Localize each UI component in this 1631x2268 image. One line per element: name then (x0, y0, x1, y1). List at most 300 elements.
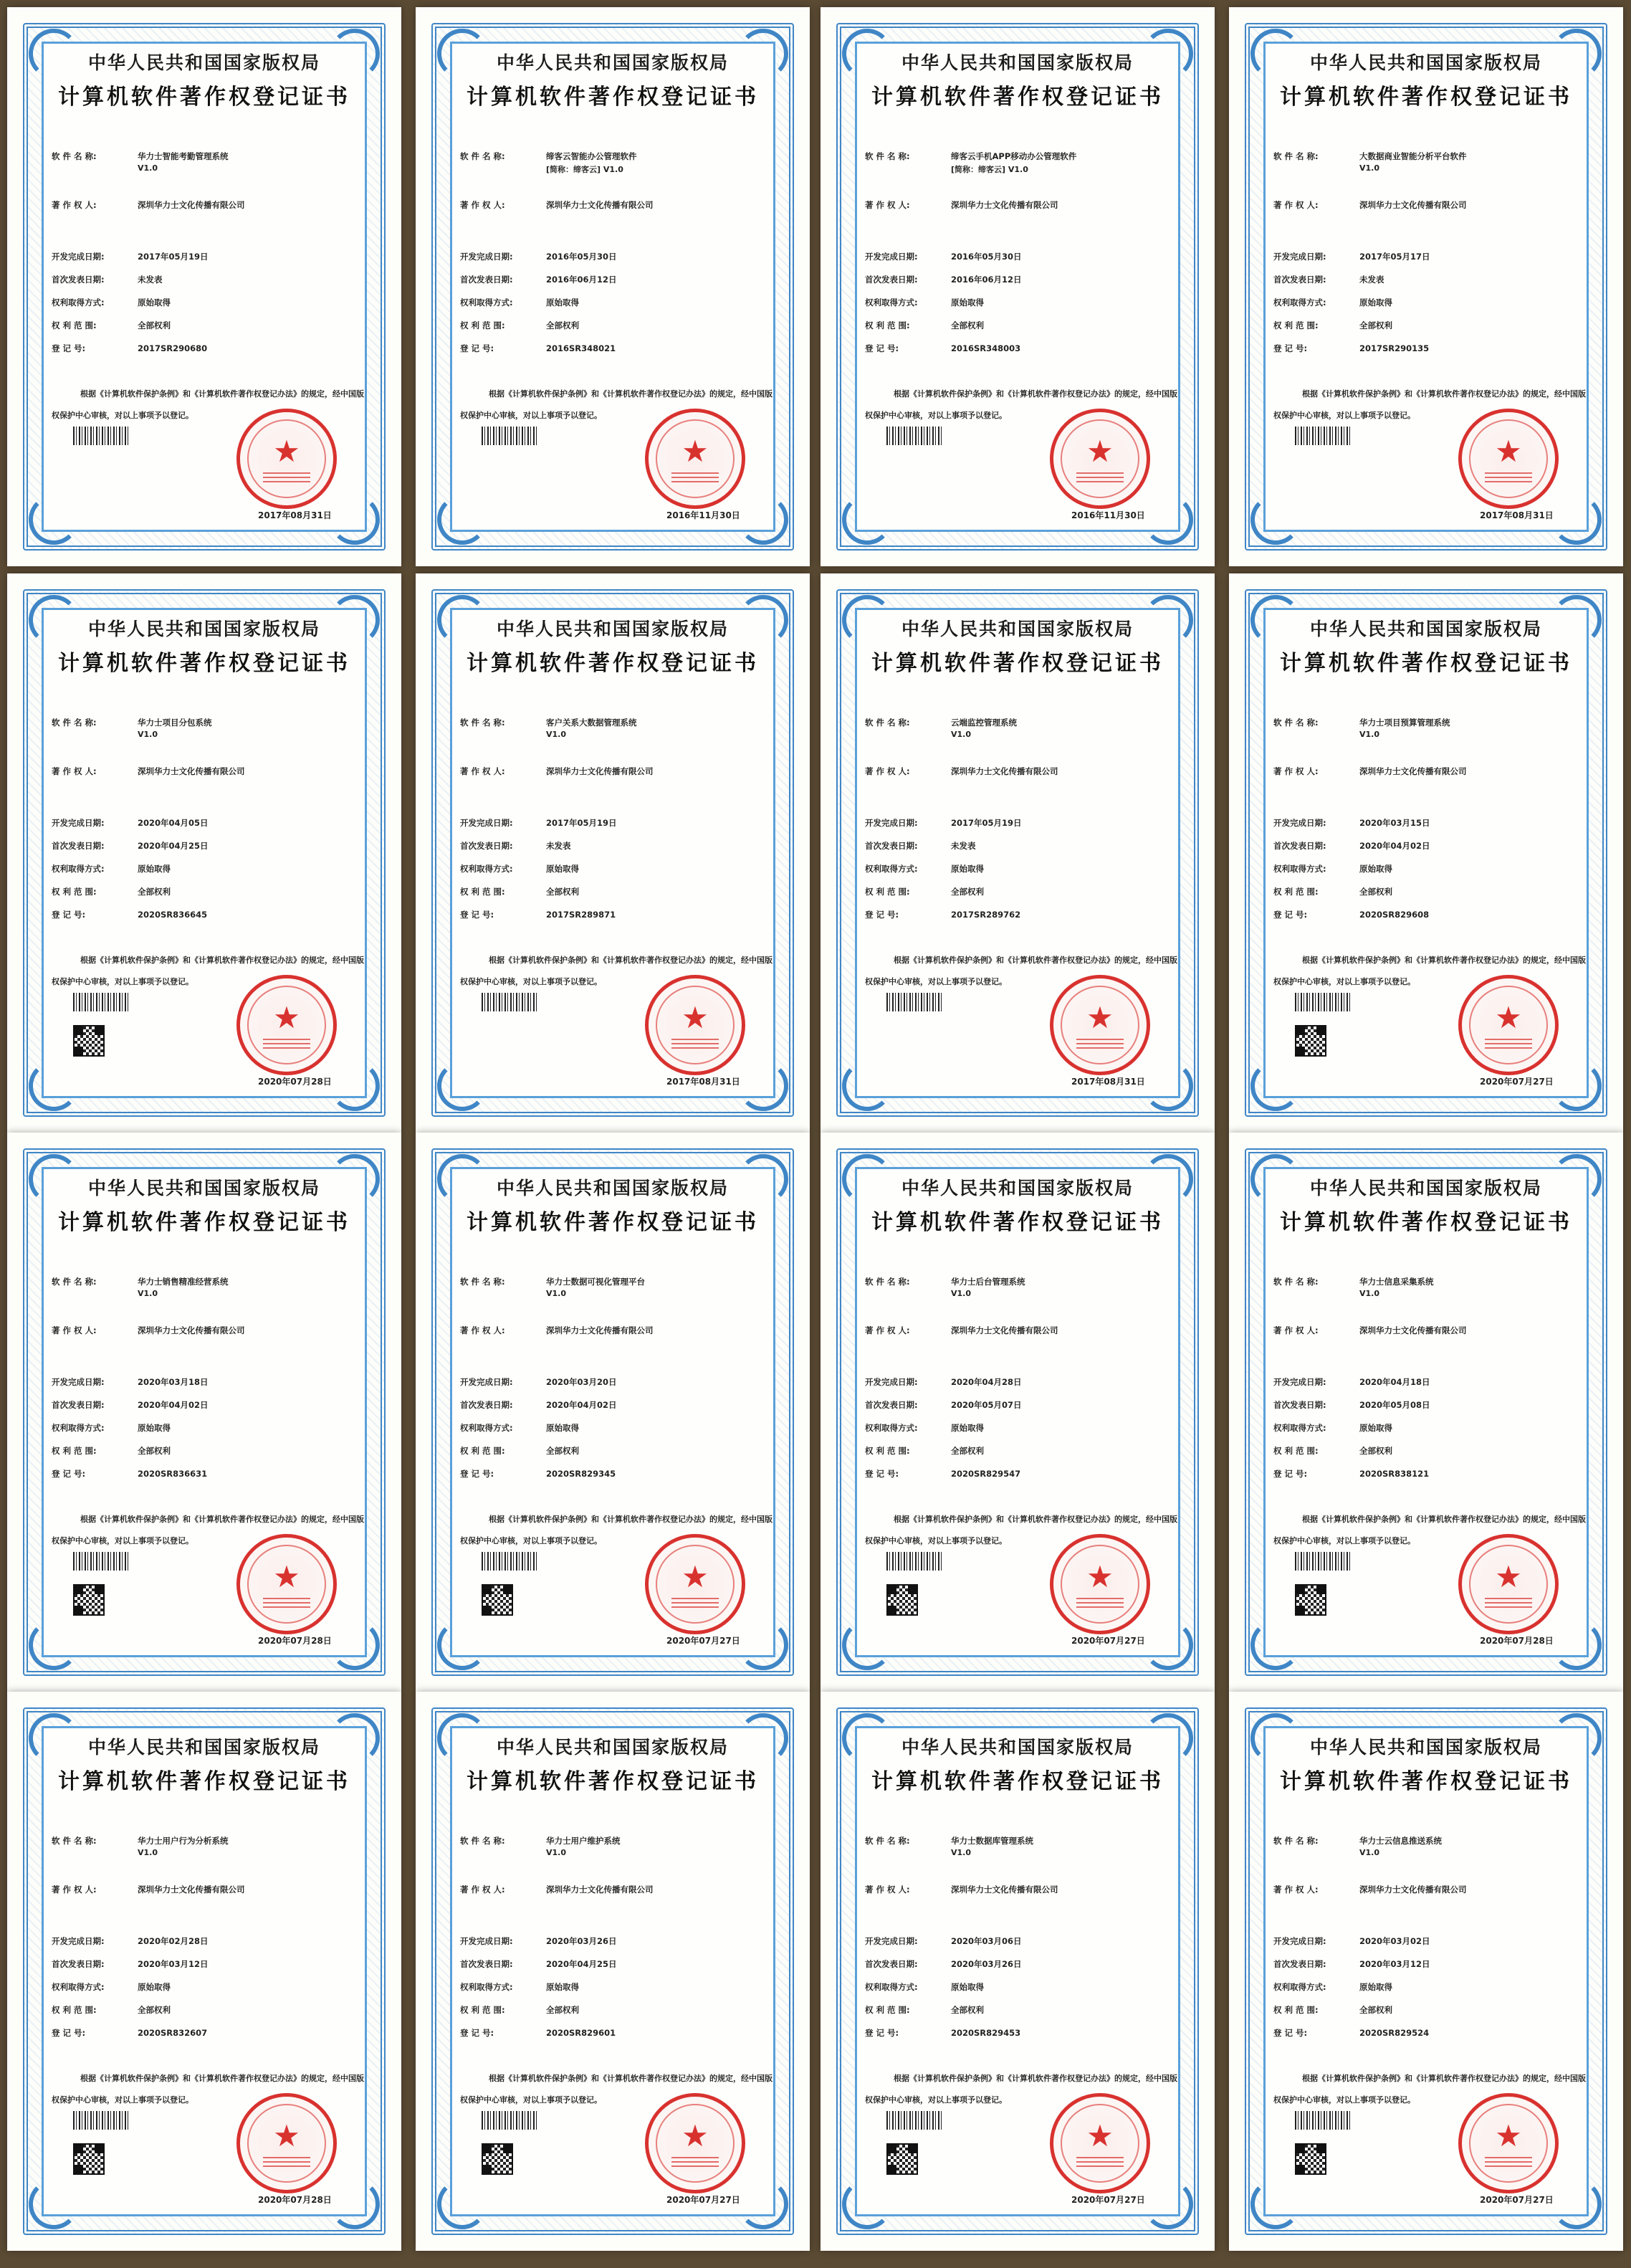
software-version: V1.0 (138, 163, 158, 173)
field-owner (865, 199, 1175, 211)
field-scope (865, 2004, 1175, 2016)
seal-lettering (1485, 2157, 1532, 2168)
field-label: 首次发表日期: (1273, 1400, 1326, 1410)
field-owner (865, 1884, 1175, 1895)
field-label: 开发完成日期: (52, 818, 105, 828)
field-value: 全部权利 (138, 320, 171, 330)
field-label: 权 利 范 围: (460, 1446, 505, 1456)
certificate-content (7, 1692, 401, 2251)
field-value: 2020年02月28日 (138, 1936, 209, 1946)
registration-basis: 根据《计算机软件保护条例》和《计算机软件著作权登记办法》的规定，经中国版权保护中心审核，对以上事项予以登记。 (460, 389, 773, 420)
certificate-content (416, 1133, 810, 1692)
seal-star-icon: ★ (273, 434, 300, 469)
field-value: 深圳华力士文化传播有限公司 (546, 200, 654, 210)
certificate-title: 计算机软件著作权登记证书 (1280, 1769, 1572, 1794)
field-value: 全部权利 (546, 2005, 579, 2015)
issuing-authority: 中华人民共和国国家版权局 (87, 52, 320, 73)
field-label: 登 记 号: (460, 1469, 494, 1479)
field-method (460, 1422, 770, 1434)
field-owner (460, 1884, 770, 1895)
field-label: 权利取得方式: (1273, 1423, 1326, 1433)
field-method (460, 863, 770, 875)
issue-date: 2020年07月27日 (1480, 2195, 1554, 2205)
field-pub-date (52, 1399, 362, 1411)
field-method (1273, 1422, 1584, 1434)
issue-date: 2017年08月31日 (666, 1077, 740, 1087)
field-label: 著 作 权 人: (52, 1885, 97, 1895)
field-value: 2020年03月06日 (951, 1936, 1022, 1946)
seal-star-icon: ★ (1495, 1559, 1522, 1594)
field-value: 深圳华力士文化传播有限公司 (546, 1885, 654, 1895)
registration-basis: 根据《计算机软件保护条例》和《计算机软件著作权登记办法》的规定，经中国版权保护中心审核，对以上事项予以登记。 (460, 956, 773, 986)
field-label: 权利取得方式: (52, 1982, 105, 1992)
field-label: 首次发表日期: (460, 1400, 513, 1410)
qr-code (73, 2143, 105, 2175)
seal-star-icon: ★ (1495, 2118, 1522, 2153)
official-seal (645, 975, 745, 1075)
field-label: 软 件 名 称: (52, 151, 97, 161)
field-value: 未发表 (951, 841, 976, 851)
seal-star-icon: ★ (1086, 434, 1114, 469)
field-label: 权利取得方式: (865, 1982, 918, 1992)
field-owner (460, 199, 770, 211)
field-value: 2017年05月19日 (546, 818, 617, 828)
field-value: 深圳华力士文化传播有限公司 (138, 1325, 245, 1335)
field-label: 首次发表日期: (52, 275, 105, 285)
field-label: 首次发表日期: (52, 841, 105, 851)
barcode (886, 427, 942, 445)
field-method (460, 1981, 770, 1993)
certificate-content (821, 1133, 1215, 1692)
issuing-authority: 中华人民共和国国家版权局 (496, 1178, 729, 1199)
field-name (52, 151, 362, 162)
software-version: V1.0 (1359, 163, 1379, 173)
field-scope (460, 886, 770, 897)
field-value: 深圳华力士文化传播有限公司 (951, 200, 1058, 210)
seal-star-icon: ★ (1086, 1559, 1114, 1594)
field-label: 权 利 范 围: (1273, 887, 1319, 897)
qr-code (1295, 2143, 1326, 2175)
field-value: 2020年04月02日 (546, 1400, 617, 1410)
barcode (482, 1552, 537, 1571)
field-label: 权利取得方式: (1273, 297, 1326, 308)
field-name (460, 1276, 770, 1287)
field-label: 首次发表日期: (865, 1959, 918, 1969)
field-value: 2020SR829453 (951, 2028, 1021, 2038)
field-value: 全部权利 (546, 320, 579, 330)
field-regno (52, 909, 362, 920)
field-value: 深圳华力士文化传播有限公司 (546, 766, 654, 776)
field-scope (460, 2004, 770, 2016)
field-dev-date (865, 1935, 1175, 1947)
field-scope (52, 886, 362, 897)
issue-date: 2020年07月28日 (1480, 1636, 1554, 1646)
field-value: 未发表 (546, 841, 571, 851)
field-scope (1273, 886, 1584, 897)
field-label: 著 作 权 人: (460, 766, 505, 776)
seal-lettering (263, 472, 310, 484)
field-label: 权利取得方式: (52, 864, 105, 874)
field-name (460, 717, 770, 728)
certificate (1229, 7, 1623, 566)
software-version: V1.0 (951, 1289, 971, 1298)
field-label: 首次发表日期: (1273, 841, 1326, 851)
barcode (886, 2111, 942, 2130)
field-label: 登 记 号: (460, 343, 494, 353)
qr-code (73, 1025, 105, 1057)
barcode (1295, 993, 1351, 1011)
field-label: 登 记 号: (52, 2028, 86, 2038)
field-label: 软 件 名 称: (1273, 151, 1319, 161)
certificate (416, 1692, 810, 2251)
field-label: 首次发表日期: (865, 1400, 918, 1410)
issue-date: 2016年11月30日 (666, 510, 740, 520)
seal-star-icon: ★ (681, 434, 709, 469)
field-value: 2020SR829547 (951, 1469, 1021, 1479)
field-label: 权 利 范 围: (460, 320, 505, 330)
certificate (7, 573, 401, 1133)
field-dev-date (460, 1935, 770, 1947)
certificate (416, 1133, 810, 1692)
field-label: 权 利 范 围: (1273, 320, 1319, 330)
field-label: 开发完成日期: (1273, 252, 1326, 262)
seal-star-icon: ★ (273, 2118, 300, 2153)
field-value: 2020年03月18日 (138, 1377, 209, 1387)
software-version: V1.0 (1359, 1848, 1379, 1857)
field-regno (1273, 2027, 1584, 2039)
certificate-content (821, 573, 1215, 1133)
seal-lettering (671, 472, 719, 484)
field-regno (865, 909, 1175, 920)
field-value: 2020年03月02日 (1359, 1936, 1430, 1946)
field-label: 权 利 范 围: (865, 1446, 910, 1456)
official-seal (1458, 2093, 1559, 2193)
field-label: 权 利 范 围: (865, 320, 910, 330)
field-value: 深圳华力士文化传播有限公司 (1359, 1885, 1467, 1895)
field-label: 开发完成日期: (52, 252, 105, 262)
barcode (1295, 427, 1351, 445)
issuing-authority: 中华人民共和国国家版权局 (87, 1178, 320, 1199)
certificate-content (416, 1692, 810, 2251)
field-label: 权 利 范 围: (1273, 1446, 1319, 1456)
registration-basis: 根据《计算机软件保护条例》和《计算机软件著作权登记办法》的规定，经中国版权保护中心审核，对以上事项予以登记。 (52, 389, 364, 420)
field-label: 开发完成日期: (1273, 1377, 1326, 1387)
software-version: V1.0 (951, 730, 971, 739)
certificate-title: 计算机软件著作权登记证书 (1280, 651, 1572, 676)
field-value: 原始取得 (1359, 864, 1392, 874)
certificate-content (7, 1133, 401, 1692)
field-label: 软 件 名 称: (865, 1277, 910, 1287)
barcode (886, 1552, 942, 1571)
field-label: 软 件 名 称: (1273, 1836, 1319, 1846)
field-value: 华力士用户维护系统 (546, 1836, 621, 1846)
seal-lettering (1485, 472, 1532, 484)
field-label: 软 件 名 称: (460, 151, 505, 161)
field-value: 2020SR838121 (1359, 1469, 1430, 1479)
field-label: 著 作 权 人: (1273, 766, 1319, 776)
field-scope (52, 320, 362, 331)
field-label: 开发完成日期: (865, 818, 918, 828)
field-value: 2016SR348021 (546, 343, 616, 353)
field-label: 登 记 号: (865, 2028, 899, 2038)
field-value: 原始取得 (546, 297, 579, 308)
field-regno (865, 2027, 1175, 2039)
field-value: 原始取得 (138, 297, 171, 308)
field-value: 华力士智能考勤管理系统 (138, 151, 229, 161)
field-label: 软 件 名 称: (1273, 718, 1319, 728)
software-version: V1.0 (138, 1289, 158, 1298)
field-value: 2017年05月19日 (138, 252, 209, 262)
field-label: 著 作 权 人: (460, 1325, 505, 1335)
field-label: 开发完成日期: (1273, 1936, 1326, 1946)
field-name (52, 1276, 362, 1287)
issue-date: 2020年07月27日 (666, 2195, 740, 2205)
field-value: 全部权利 (1359, 2005, 1392, 2015)
issuing-authority: 中华人民共和国国家版权局 (1309, 619, 1542, 639)
issuing-authority: 中华人民共和国国家版权局 (901, 1178, 1134, 1199)
registration-basis: 根据《计算机软件保护条例》和《计算机软件著作权登记办法》的规定，经中国版权保护中心审核，对以上事项予以登记。 (1273, 1515, 1586, 1545)
field-label: 著 作 权 人: (460, 200, 505, 210)
field-value: 2020年04月02日 (1359, 841, 1430, 851)
field-value: 2017SR289871 (546, 910, 616, 920)
field-value: 原始取得 (951, 297, 984, 308)
certificate-content (416, 7, 810, 566)
field-label: 登 记 号: (1273, 1469, 1308, 1479)
field-value: 深圳华力士文化传播有限公司 (951, 1325, 1058, 1335)
certificate (1229, 1692, 1623, 2251)
field-dev-date (460, 251, 770, 262)
certificate-title: 计算机软件著作权登记证书 (58, 651, 350, 676)
field-label: 权 利 范 围: (865, 2005, 910, 2015)
qr-code (886, 1584, 918, 1616)
field-dev-date (52, 1935, 362, 1947)
field-name (865, 1835, 1175, 1847)
field-value: 全部权利 (951, 887, 984, 897)
software-version: V1.0 (1359, 1289, 1379, 1298)
barcode (482, 427, 537, 445)
field-value: 华力士数据库管理系统 (951, 1836, 1033, 1846)
certificate-content (1229, 1133, 1623, 1692)
registration-basis: 根据《计算机软件保护条例》和《计算机软件著作权登记办法》的规定，经中国版权保护中心审核，对以上事项予以登记。 (52, 2074, 364, 2105)
field-value: 全部权利 (138, 2005, 171, 2015)
registration-basis: 根据《计算机软件保护条例》和《计算机软件著作权登记办法》的规定，经中国版权保护中心审核，对以上事项予以登记。 (1273, 389, 1586, 420)
seal-lettering (1076, 2157, 1124, 2168)
certificate-title: 计算机软件著作权登记证书 (58, 1769, 350, 1794)
official-seal (236, 409, 337, 509)
field-value: 全部权利 (1359, 1446, 1392, 1456)
field-label: 权 利 范 围: (460, 2005, 505, 2015)
field-scope (460, 1445, 770, 1457)
registration-basis: 根据《计算机软件保护条例》和《计算机软件著作权登记办法》的规定，经中国版权保护中心审核，对以上事项予以登记。 (1273, 2074, 1586, 2105)
field-label: 著 作 权 人: (1273, 1325, 1319, 1335)
certificate-title: 计算机软件著作权登记证书 (871, 1210, 1164, 1235)
official-seal (1458, 409, 1559, 509)
field-pub-date (1273, 1399, 1584, 1411)
certificate-content (1229, 573, 1623, 1133)
official-seal (1050, 2093, 1150, 2193)
field-name (1273, 151, 1584, 162)
issuing-authority: 中华人民共和国国家版权局 (901, 1737, 1134, 1758)
field-method (1273, 1981, 1584, 1993)
field-dev-date (460, 817, 770, 829)
field-label: 著 作 权 人: (865, 200, 910, 210)
registration-basis: 根据《计算机软件保护条例》和《计算机软件著作权登记办法》的规定，经中国版权保护中心审核，对以上事项予以登记。 (460, 2074, 773, 2105)
field-label: 权利取得方式: (865, 1423, 918, 1433)
barcode (1295, 2111, 1351, 2130)
field-value: 华力士项目分包系统 (138, 718, 212, 728)
qr-code (886, 2143, 918, 2175)
field-label: 权 利 范 围: (865, 887, 910, 897)
certificate (821, 573, 1215, 1133)
field-label: 著 作 权 人: (865, 1885, 910, 1895)
field-method (52, 1981, 362, 1993)
seal-lettering (1076, 1598, 1124, 1609)
field-pub-date (52, 274, 362, 285)
field-regno (52, 1468, 362, 1480)
field-label: 首次发表日期: (1273, 1959, 1326, 1969)
registration-basis: 根据《计算机软件保护条例》和《计算机软件著作权登记办法》的规定，经中国版权保护中心审核，对以上事项予以登记。 (865, 1515, 1177, 1545)
field-label: 著 作 权 人: (52, 766, 97, 776)
issue-date: 2020年07月27日 (1071, 1636, 1145, 1646)
field-value: 原始取得 (951, 1423, 984, 1433)
official-seal (645, 409, 745, 509)
issuing-authority: 中华人民共和国国家版权局 (496, 1737, 729, 1758)
field-label: 权利取得方式: (460, 1982, 513, 1992)
certificate-title: 计算机软件著作权登记证书 (58, 1210, 350, 1235)
field-label: 权利取得方式: (460, 864, 513, 874)
field-method (52, 1422, 362, 1434)
certificate-title: 计算机软件著作权登记证书 (1280, 1210, 1572, 1235)
field-label: 权利取得方式: (1273, 864, 1326, 874)
barcode (886, 993, 942, 1011)
field-value: 原始取得 (138, 1423, 171, 1433)
field-value: 2020年03月26日 (951, 1959, 1022, 1969)
certificate-content (821, 1692, 1215, 2251)
qr-code (482, 2143, 513, 2175)
field-label: 登 记 号: (865, 343, 899, 353)
field-value: 全部权利 (1359, 887, 1392, 897)
field-regno (1273, 909, 1584, 920)
software-version: V1.0 (138, 1848, 158, 1857)
field-dev-date (1273, 817, 1584, 829)
field-value: 2016年06月12日 (951, 275, 1022, 285)
field-value: 2020年04月18日 (1359, 1377, 1430, 1387)
software-version: V1.0 (546, 730, 566, 739)
field-value: 华力士用户行为分析系统 (138, 1836, 229, 1846)
field-value: 2020年04月28日 (951, 1377, 1022, 1387)
field-method (1273, 297, 1584, 308)
registration-basis: 根据《计算机软件保护条例》和《计算机软件著作权登记办法》的规定，经中国版权保护中心审核，对以上事项予以登记。 (1273, 956, 1586, 986)
field-value: 全部权利 (546, 1446, 579, 1456)
field-method (865, 1981, 1175, 1993)
registration-basis: 根据《计算机软件保护条例》和《计算机软件著作权登记办法》的规定，经中国版权保护中心审核，对以上事项予以登记。 (865, 2074, 1177, 2105)
field-owner (1273, 199, 1584, 211)
field-value: 2016年05月30日 (546, 252, 617, 262)
field-method (865, 297, 1175, 308)
field-value: 原始取得 (546, 1423, 579, 1433)
certificate (416, 7, 810, 566)
field-label: 登 记 号: (865, 1469, 899, 1479)
field-label: 首次发表日期: (460, 1959, 513, 1969)
certificate-title: 计算机软件著作权登记证书 (871, 85, 1164, 110)
field-label: 登 记 号: (1273, 910, 1308, 920)
seal-star-icon: ★ (273, 1000, 300, 1035)
issuing-authority: 中华人民共和国国家版权局 (901, 619, 1134, 639)
field-regno (460, 2027, 770, 2039)
field-value: 全部权利 (546, 887, 579, 897)
certificate-title: 计算机软件著作权登记证书 (871, 1769, 1164, 1794)
software-version: V1.0 (1359, 730, 1379, 739)
certificate-title: 计算机软件著作权登记证书 (871, 651, 1164, 676)
field-owner (1273, 1884, 1584, 1895)
field-scope (865, 886, 1175, 897)
field-value: 2020SR832607 (138, 2028, 208, 2038)
field-label: 开发完成日期: (865, 252, 918, 262)
qr-code (482, 1584, 513, 1616)
software-version: V1.0 (546, 1289, 566, 1298)
field-name (1273, 717, 1584, 728)
certificate-content (7, 7, 401, 566)
field-pub-date (460, 1399, 770, 1411)
field-label: 开发完成日期: (52, 1936, 105, 1946)
field-value: 2020年03月12日 (138, 1959, 209, 1969)
seal-star-icon: ★ (1086, 2118, 1114, 2153)
field-value: 2020SR829524 (1359, 2028, 1430, 2038)
field-label: 著 作 权 人: (865, 1325, 910, 1335)
field-label: 登 记 号: (460, 910, 494, 920)
field-label: 著 作 权 人: (52, 200, 97, 210)
field-value: 未发表 (138, 275, 163, 285)
field-owner (865, 1325, 1175, 1336)
seal-lettering (671, 1039, 719, 1050)
field-label: 软 件 名 称: (865, 151, 910, 161)
field-regno (1273, 1468, 1584, 1480)
field-name (460, 1835, 770, 1847)
field-method (865, 863, 1175, 875)
certificate (821, 7, 1215, 566)
field-label: 开发完成日期: (460, 1936, 513, 1946)
certificate-title: 计算机软件著作权登记证书 (467, 1769, 759, 1794)
field-label: 软 件 名 称: (865, 718, 910, 728)
field-value: 2020年05月07日 (951, 1400, 1022, 1410)
field-value: 华力士信息采集系统 (1359, 1277, 1434, 1287)
official-seal (236, 1534, 337, 1634)
field-value: 全部权利 (138, 887, 171, 897)
field-value: 2020年04月25日 (546, 1959, 617, 1969)
field-value: 全部权利 (1359, 320, 1392, 330)
field-label: 登 记 号: (1273, 343, 1308, 353)
field-dev-date (460, 1376, 770, 1388)
field-label: 权 利 范 围: (52, 887, 97, 897)
field-value: 全部权利 (138, 1446, 171, 1456)
certificate-title: 计算机软件著作权登记证书 (467, 1210, 759, 1235)
barcode (73, 993, 129, 1011)
seal-lettering (263, 1039, 310, 1050)
field-value: 深圳华力士文化传播有限公司 (138, 1885, 245, 1895)
field-label: 软 件 名 称: (460, 1277, 505, 1287)
field-regno (460, 343, 770, 354)
field-value: 2020年04月05日 (138, 818, 209, 828)
field-name (865, 717, 1175, 728)
field-regno (1273, 343, 1584, 354)
field-label: 首次发表日期: (52, 1959, 105, 1969)
field-value: 2020年03月12日 (1359, 1959, 1430, 1969)
official-seal (236, 975, 337, 1075)
field-value: 2020SR836631 (138, 1469, 208, 1479)
field-value: 2016SR348003 (951, 343, 1021, 353)
field-dev-date (865, 251, 1175, 262)
field-value: 2016年06月12日 (546, 275, 617, 285)
